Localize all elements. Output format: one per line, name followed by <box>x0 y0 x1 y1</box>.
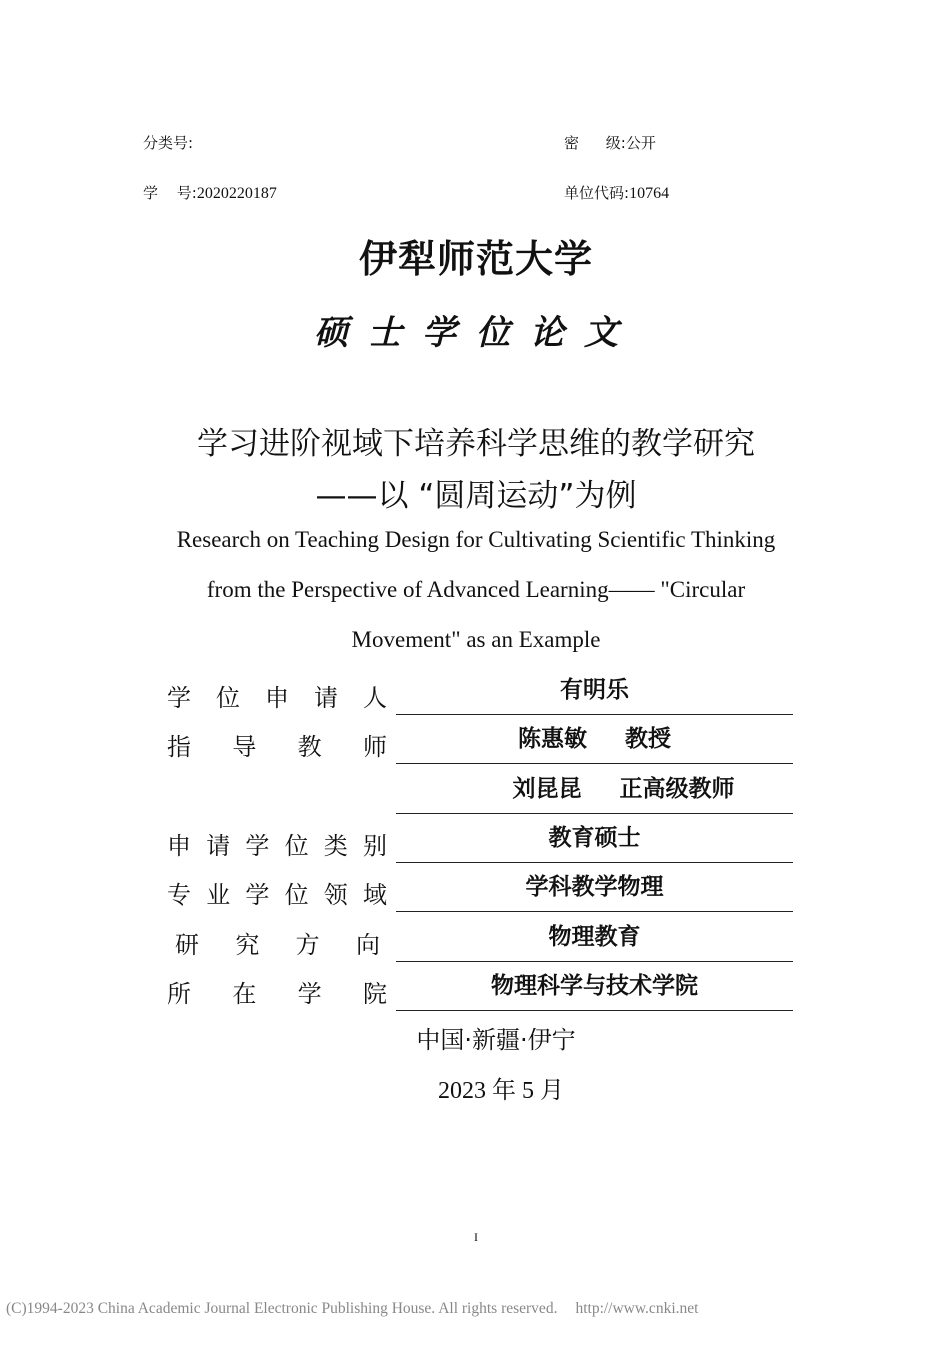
advisor1-value <box>396 721 793 764</box>
date: 2023 年 5 月 <box>438 1078 564 1104</box>
college-label: 所 在 学 院 <box>167 980 387 1008</box>
footer-url: http://www.cnki.net <box>575 1300 699 1317</box>
copyright-footer <box>6 1300 698 1318</box>
title-en-line3: Movement" as an Example <box>351 627 601 652</box>
unit-code-value: 10764 <box>629 185 670 202</box>
advisor-label: 指 导 教 师 <box>167 733 387 761</box>
direction-value: 物理教育 <box>396 919 793 962</box>
degree-type: 硕士学位论文 <box>314 313 638 353</box>
college-value: 物理科学与技术学院 <box>396 968 793 1011</box>
advisor2-name: 刘昆昆 <box>512 776 582 802</box>
title-cn-line2: ——以 “圆周运动”为例 <box>315 478 637 514</box>
advisor1-name: 陈惠敏 <box>518 726 587 752</box>
classification-label: 分类号: <box>143 134 194 152</box>
advisor1-title: 教授 <box>625 726 671 752</box>
secrecy-value: 公开 <box>625 134 656 152</box>
advisor2-value <box>396 771 793 814</box>
secrecy-label: 密 级: <box>564 134 626 152</box>
title-en-line2: from the Perspective of Advanced Learning—— "Circular <box>206 577 746 602</box>
student-id-label: 学 号: <box>143 184 197 202</box>
advisor2-title: 正高级教师 <box>619 776 735 802</box>
degree-category-value: 教育硕士 <box>396 820 793 863</box>
classification-field <box>143 132 193 153</box>
degree-category-label: 申 请 学 位 类 别 <box>167 832 387 860</box>
university-name: 伊犁师范大学 <box>358 237 593 281</box>
secrecy-field <box>564 132 656 153</box>
unit-code-label: 单位代码: <box>564 184 630 202</box>
applicant-label: 学 位 申 请 人 <box>167 684 387 712</box>
student-id-value: 2020220187 <box>196 185 277 202</box>
title-cn-line1: 学习进阶视域下培养科学思维的教学研究 <box>197 426 755 462</box>
page-number: I <box>474 1230 478 1244</box>
field-label: 专 业 学 位 领 域 <box>167 881 387 909</box>
field-value: 学科教学物理 <box>396 869 793 912</box>
copyright-text: (C)1994-2023 China Academic Journal Electronic Publishing House. All rights reserved. <box>6 1300 558 1317</box>
applicant-value: 有明乐 <box>396 672 793 715</box>
place: 中国·新疆·伊宁 <box>416 1026 576 1054</box>
direction-label: 研 究 方 向 <box>175 931 380 959</box>
title-en-line1: Research on Teaching Design for Cultivating Scientific Thinking <box>176 527 776 552</box>
unit-code-field <box>564 182 669 203</box>
student-id-field <box>143 182 277 203</box>
